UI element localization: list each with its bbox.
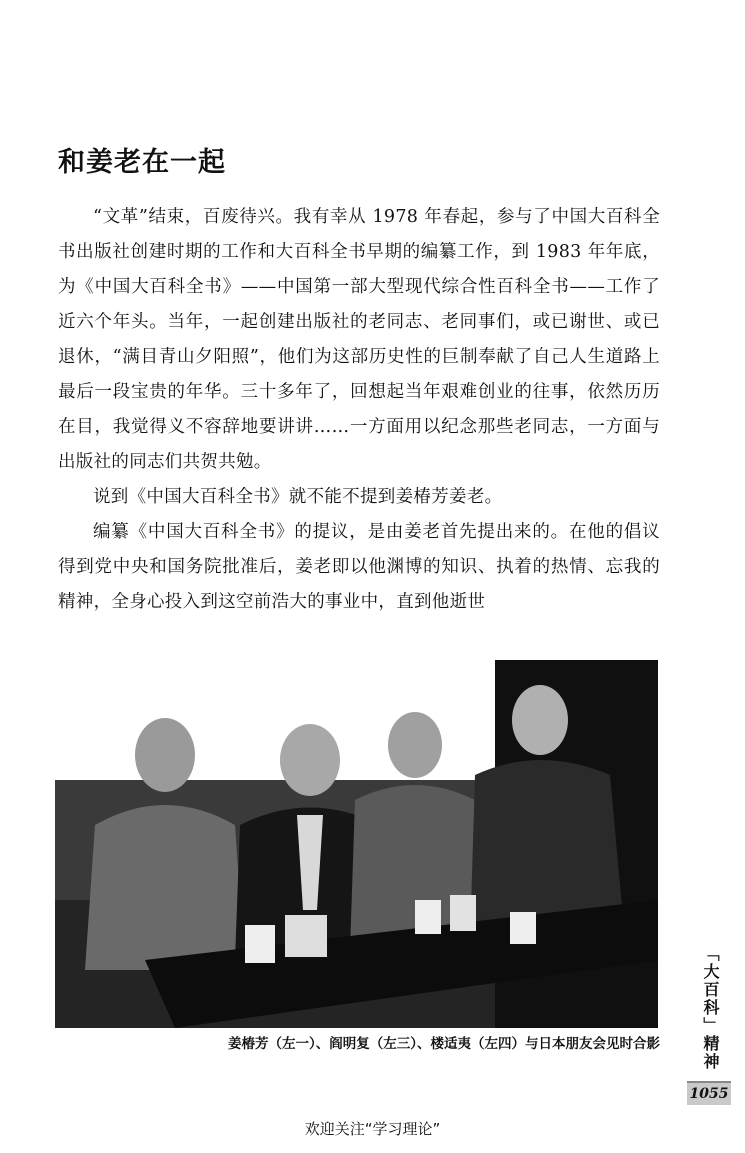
paragraph: “文革”结束，百废待兴。我有幸从 1978 年春起，参与了中国大百科全书出版社创建时期的工作和大百科全书早期的编纂工作，到 1983 年年底，为《中国大百科全书》——中国第一部大型现代综合性百科全书——工作了近六个年头。当年，一起创建出版社的老同志、老同事们，或已谢世、或已退休，“满目青山夕阳照”，他们为这部历史性的巨制奉献了自己人生道路上最后一段宝贵的年华。三十多年了，回想起当年艰难创业的往事，依然历历在目，我觉得义不容辞地要讲讲……一方面用以纪念那些老同志，一方面与出版社的同志们共贺共勉。 [58,207,660,472]
section-side-label: 「大百科」精神 [701,945,720,1071]
paragraph: 说到《中国大百科全书》就不能不提到姜椿芳姜老。 [93,487,503,507]
page-title: 和姜老在一起 [58,147,226,178]
photo-illustration [55,660,658,1028]
paragraph: 编纂《中国大百科全书》的提议，是由姜老首先提出来的。在他的倡议得到党中央和国务院批准后，姜老即以他渊博的知识、执着的热情、忘我的精神，全身心投入到这空前浩大的事业中，直到他逝世 [58,522,660,612]
footer-note: 欢迎关注“学习理论” [304,1120,441,1138]
group-photo [55,660,658,1028]
page-number: 1055 [687,1081,731,1105]
photo-caption: 姜椿芳（左一）、阎明复（左三）、楼适夷（左四）与日本朋友会见时合影 [228,1036,660,1052]
article-body [58,200,660,620]
